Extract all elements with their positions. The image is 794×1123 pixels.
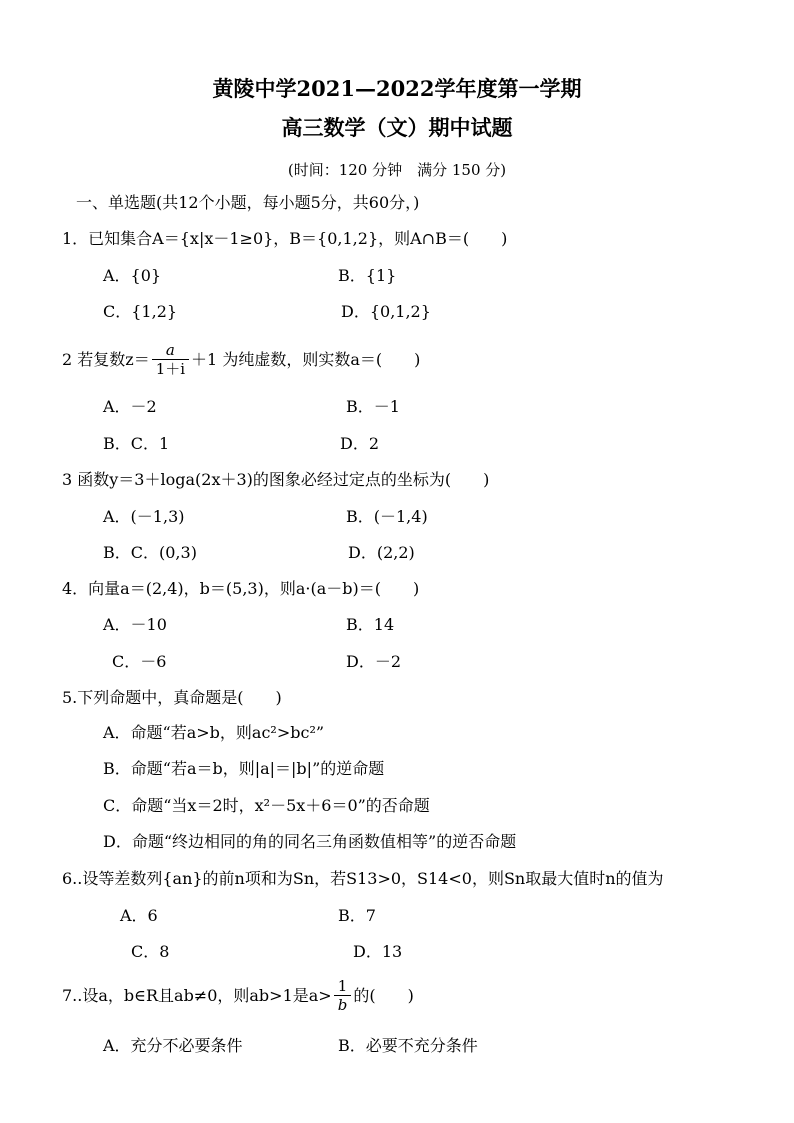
question-6-option-b: B．7 — [338, 906, 376, 925]
question-4-option-a: A．－10 — [103, 615, 167, 634]
question-2-option-b: B．－1 — [346, 397, 400, 416]
question-3-option-b: B．(－1,4) — [346, 507, 428, 526]
question-6-option-c: C．8 — [131, 942, 170, 961]
exam-subtitle: 高三数学（文）期中试题 — [281, 115, 513, 140]
question-7-option-b: B．必要不充分条件 — [338, 1036, 478, 1055]
question-3-stem: 3 函数y＝3＋loga(2x＋3)的图象必经过定点的坐标为( ) — [62, 470, 490, 489]
question-2-stem-before: 2 若复数z＝ — [62, 350, 150, 369]
question-6-option-a: A．6 — [120, 906, 158, 925]
question-7-stem-after: 的( ) — [353, 986, 414, 1005]
question-1-option-c: C．{1,2} — [103, 302, 178, 321]
question-2-option-a: A．－2 — [103, 397, 157, 416]
question-1-option-b: B．{1} — [338, 266, 397, 285]
question-4-stem: 4．向量a＝(2,4)，b＝(5,3)，则a·(a－b)＝( ) — [62, 579, 420, 598]
question-7-stem-before: 7..设a，b∈R且ab≠0，则ab>1是a> — [62, 986, 332, 1005]
question-5-option-a: A．命题“若a>b，则ac²>bc²” — [103, 723, 325, 742]
question-2-stem — [62, 337, 420, 383]
question-6-stem: 6..设等差数列{an}的前n项和为Sn，若S13>0，S14<0，则Sn取最大值时n的值为 — [62, 869, 664, 888]
question-1-stem: 1．已知集合A＝{x|x－1≥0}，B＝{0,1,2}，则A∩B＝( ) — [62, 229, 508, 248]
question-2-fraction-numerator: a — [152, 342, 189, 360]
question-7-fraction-numerator: 1 — [334, 978, 352, 996]
question-7-option-a: A．充分不必要条件 — [103, 1036, 243, 1055]
time-note: (时间：120 分钟 满分 150 分) — [287, 161, 507, 179]
question-5-option-c: C．命题“当x＝2时，x²－5x＋6＝0”的否命题 — [103, 796, 430, 815]
question-2-fraction — [152, 342, 189, 378]
question-3-option-d: D．(2,2) — [348, 543, 415, 562]
question-7-stem — [62, 973, 414, 1019]
question-3-option-a: A．(－1,3) — [103, 507, 185, 526]
question-4-option-c: C．－6 — [112, 652, 167, 671]
question-2-option-d: D．2 — [340, 434, 380, 453]
section-heading: 一、单选题(共12个小题，每小题5分，共60分，) — [76, 193, 420, 212]
exam-title: 黄陵中学2021—2022学年度第一学期 — [212, 76, 582, 101]
question-2-stem-after: ＋1 为纯虚数，则实数a＝( ) — [191, 350, 421, 369]
question-5-stem: 5.下列命题中，真命题是( ) — [62, 688, 282, 707]
question-5-option-b: B．命题“若a＝b，则|a|＝|b|”的逆命题 — [103, 759, 385, 778]
question-4-option-d: D．－2 — [346, 652, 402, 671]
question-7-fraction — [334, 978, 352, 1014]
question-7-fraction-denominator: b — [337, 996, 348, 1014]
question-6-option-d: D．13 — [353, 942, 403, 961]
question-4-option-b: B．14 — [346, 615, 395, 634]
question-2-option-c: B．C．1 — [103, 434, 170, 453]
question-3-option-c: B．C．(0,3) — [103, 543, 197, 562]
question-1-option-a: A．{0} — [103, 266, 162, 285]
question-1-option-d: D．{0,1,2} — [341, 302, 431, 321]
question-2-fraction-denominator: 1＋i — [155, 360, 186, 378]
question-5-option-d: D．命题“终边相同的角的同名三角函数值相等”的逆否命题 — [103, 832, 517, 851]
